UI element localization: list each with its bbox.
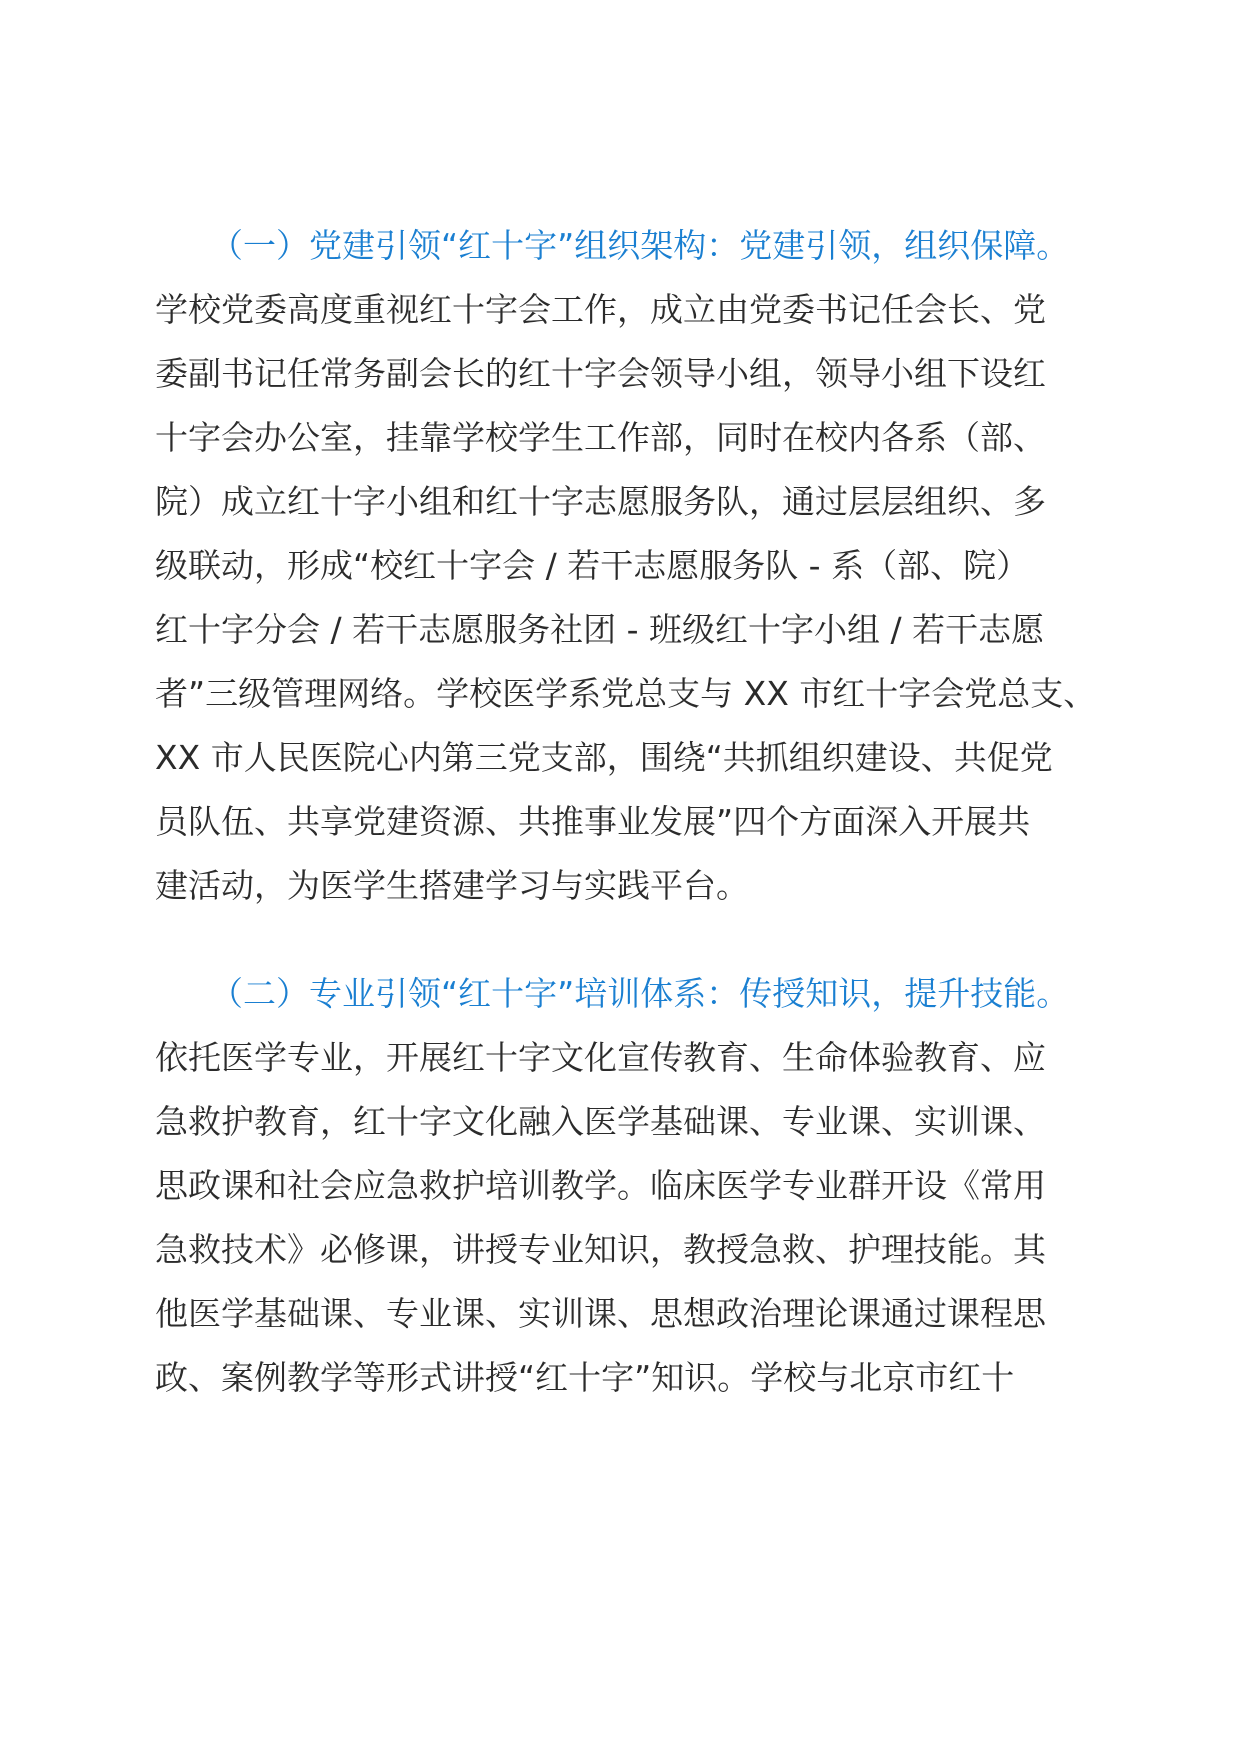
paragraph-line: 依托医学专业，开展红十字文化宣传教育、生命体验教育、应 <box>155 1038 1046 1077</box>
paragraph-line: XX 市人民医院心内第三党支部，围绕“共抓组织建设、共促党 <box>155 738 1053 777</box>
section-heading: （一）党建引领“红十字”组织架构：党建引领，组织保障。 <box>210 226 1070 265</box>
paragraph-line: 急救护教育，红十字文化融入医学基础课、专业课、实训课、 <box>155 1102 1046 1141</box>
paragraph-line: 委副书记任常务副会长的红十字会领导小组，领导小组下设红 <box>155 354 1046 393</box>
paragraph-line: 建活动，为医学生搭建学习与实践平台。 <box>155 866 749 905</box>
paragraph-line: 院）成立红十字小组和红十字志愿服务队，通过层层组织、多 <box>155 482 1046 521</box>
paragraph-line: 者”三级管理网络。学校医学系党总支与 XX 市红十字会党总支、 <box>155 674 1097 713</box>
paragraph-line: 学校党委高度重视红十字会工作，成立由党委书记任会长、党 <box>155 290 1046 329</box>
paragraph-line: 思政课和社会应急救护培训教学。临床医学专业群开设《常用 <box>155 1166 1046 1205</box>
paragraph-line: 红十字分会 / 若干志愿服务社团 - 班级红十字小组 / 若干志愿 <box>155 610 1045 649</box>
paragraph-line: 员队伍、共享党建资源、共推事业发展”四个方面深入开展共 <box>155 802 1031 841</box>
paragraph-line: 级联动，形成“校红十字会 / 若干志愿服务队 - 系（部、院） <box>155 546 1030 585</box>
paragraph-line: 急救技术》必修课，讲授专业知识，教授急救、护理技能。其 <box>155 1230 1046 1269</box>
paragraph-line: 政、案例教学等形式讲授“红十字”知识。学校与北京市红十 <box>155 1358 1015 1397</box>
paragraph-line: 他医学基础课、专业课、实训课、思想政治理论课通过课程思 <box>155 1294 1046 1333</box>
section-heading: （二）专业引领“红十字”培训体系：传授知识，提升技能。 <box>210 974 1070 1013</box>
paragraph-line: 十字会办公室，挂靠学校学生工作部，同时在校内各系（部、 <box>155 418 1046 457</box>
